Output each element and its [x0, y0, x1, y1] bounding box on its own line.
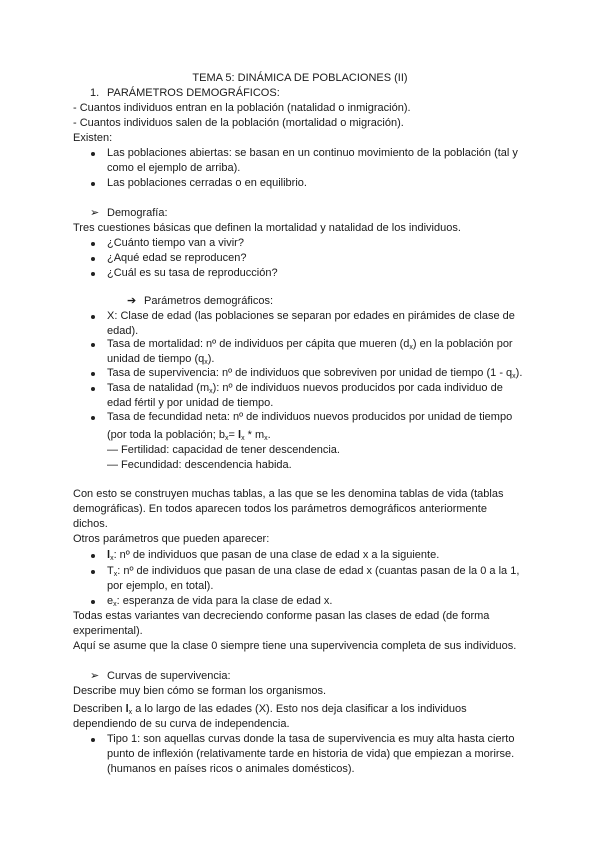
bullet-text: punto de inflexión (relativamente tarde en historia de vida) que empiezan a morirse.: [107, 748, 515, 760]
bullet-icon: [91, 242, 95, 246]
text-line: - Cuantos individuos salen de la población (mortalidad o migración).: [73, 117, 404, 129]
bullet-text: $e_x$: esperanza de vida para la clase de edad x.: [107, 595, 333, 608]
text-line: Describe muy bien cómo se forman los organismos.: [73, 685, 327, 697]
bullet-icon: [91, 416, 95, 420]
arrow-icon: ➢: [90, 670, 100, 682]
subsection-heading: Demografía:: [107, 207, 168, 219]
bullet-text: Tasa de mortalidad: nº de individuos per cápita que mueren $(d_x)$ en la población por: [107, 338, 513, 351]
subsection-heading: Parámetros demográficos:: [144, 295, 273, 307]
bullet-icon: [91, 272, 95, 276]
bullet-text: Tasa de fecundidad neta: nº de individuos nuevos producidos por unidad de tiempo: [107, 411, 513, 423]
bullet-text: Tipo 1: son aquellas curvas donde la tasa de supervivencia es muy alta hasta cierto: [107, 733, 515, 745]
bullet-text: Tasa de supervivencia: nº de individuos que sobreviven por unidad de tiempo $(1 - q_x)$.: [107, 367, 523, 380]
bullet-text: unidad de tiempo $(q_x)$.: [107, 353, 215, 366]
bullet-text: ¿Cuánto tiempo van a vivir?: [107, 237, 244, 249]
bullet-text: $l_x$: nº de individuos que pasan de una clase de edad x a la siguiente.: [107, 549, 440, 562]
text-line: experimental).: [73, 625, 143, 637]
text-line: Aquí se asume que la clase 0 siempre tiene una supervivencia completa de sus individuos.: [73, 640, 517, 652]
bullet-icon: [91, 152, 95, 156]
text-line: — Fecundidad: descendencia habida.: [107, 459, 292, 471]
bullet-text: edad).: [107, 325, 139, 337]
text-line: Otros parámetros que pueden aparecer:: [73, 533, 270, 545]
bullet-icon: [91, 600, 95, 604]
bullet-icon: [91, 570, 95, 574]
section-number: 1.: [90, 87, 100, 99]
bullet-text: ¿Cuál es su tasa de reproducción?: [107, 267, 278, 279]
bullet-icon: [91, 372, 95, 376]
bullet-text: por ejemplo, en total).: [107, 580, 214, 592]
bullet-text: Las poblaciones cerradas o en equilibrio.: [107, 177, 307, 189]
bullet-icon: [91, 738, 95, 742]
text-line: dichos.: [73, 518, 108, 530]
bullet-text: ¿Aqué edad se reproducen?: [107, 252, 247, 264]
bullet-icon: [91, 554, 95, 558]
bullet-icon: [91, 315, 95, 319]
bullet-text: Las poblaciones abiertas: se basan en un continuo movimiento de la población (tal y: [107, 147, 518, 159]
arrow-icon: ➔: [127, 295, 137, 307]
subsection-heading: Curvas de supervivencia:: [107, 670, 231, 682]
bullet-icon: [91, 387, 95, 391]
text-line: dependiendo de su curva de independencia.: [73, 718, 290, 730]
bullet-text: edad fértil y por unidad de tiempo.: [107, 397, 274, 409]
text-line: - Cuantos individuos entran en la población (natalidad o inmigración).: [73, 102, 411, 114]
page-title: TEMA 5: DINÁMICA DE POBLACIONES (II): [192, 72, 408, 84]
bullet-icon: [91, 343, 95, 347]
bullet-text: (humanos en países ricos o animales domésticos).: [107, 763, 355, 775]
arrow-icon: ➢: [90, 207, 100, 219]
text-line: — Fertilidad: capacidad de tener descendencia.: [107, 444, 340, 456]
text-line: demográficas). En todos aparecen todos los parámetros demográficos anteriormente: [73, 503, 487, 515]
bullet-text: como el ejemplo de arriba).: [107, 162, 241, 174]
text-line: Con esto se construyen muchas tablas, a las que se les denomina tablas de vida (tablas: [73, 488, 504, 500]
bullet-icon: [91, 182, 95, 186]
bullet-text: X: Clase de edad (las poblaciones se separan por edades en pirámides de clase de: [107, 310, 515, 322]
bullet-text: Tasa de natalidad $(m_x)$: nº de individuos nuevos producidos por cada individuo de: [107, 382, 503, 395]
bullet-icon: [91, 257, 95, 261]
text-line: Existen:: [73, 132, 113, 144]
text-line: Tres cuestiones básicas que definen la mortalidad y natalidad de los individuos.: [73, 222, 461, 234]
bullet-text: $T_x$: nº de individuos que pasan de una clase de edad x (cuantas pasan de la 0 a la 1,: [107, 565, 520, 578]
text-line: Describen $l_x$ a lo largo de las edades (X). Esto nos deja clasificar a los individuos: [73, 703, 467, 716]
section-heading: PARÁMETROS DEMOGRÁFICOS:: [107, 87, 280, 99]
bullet-text: (por toda la población; $b_x= l_x * m_x$.: [107, 429, 271, 442]
text-line: Todas estas variantes van decreciendo conforme pasan las clases de edad (de forma: [73, 610, 490, 622]
